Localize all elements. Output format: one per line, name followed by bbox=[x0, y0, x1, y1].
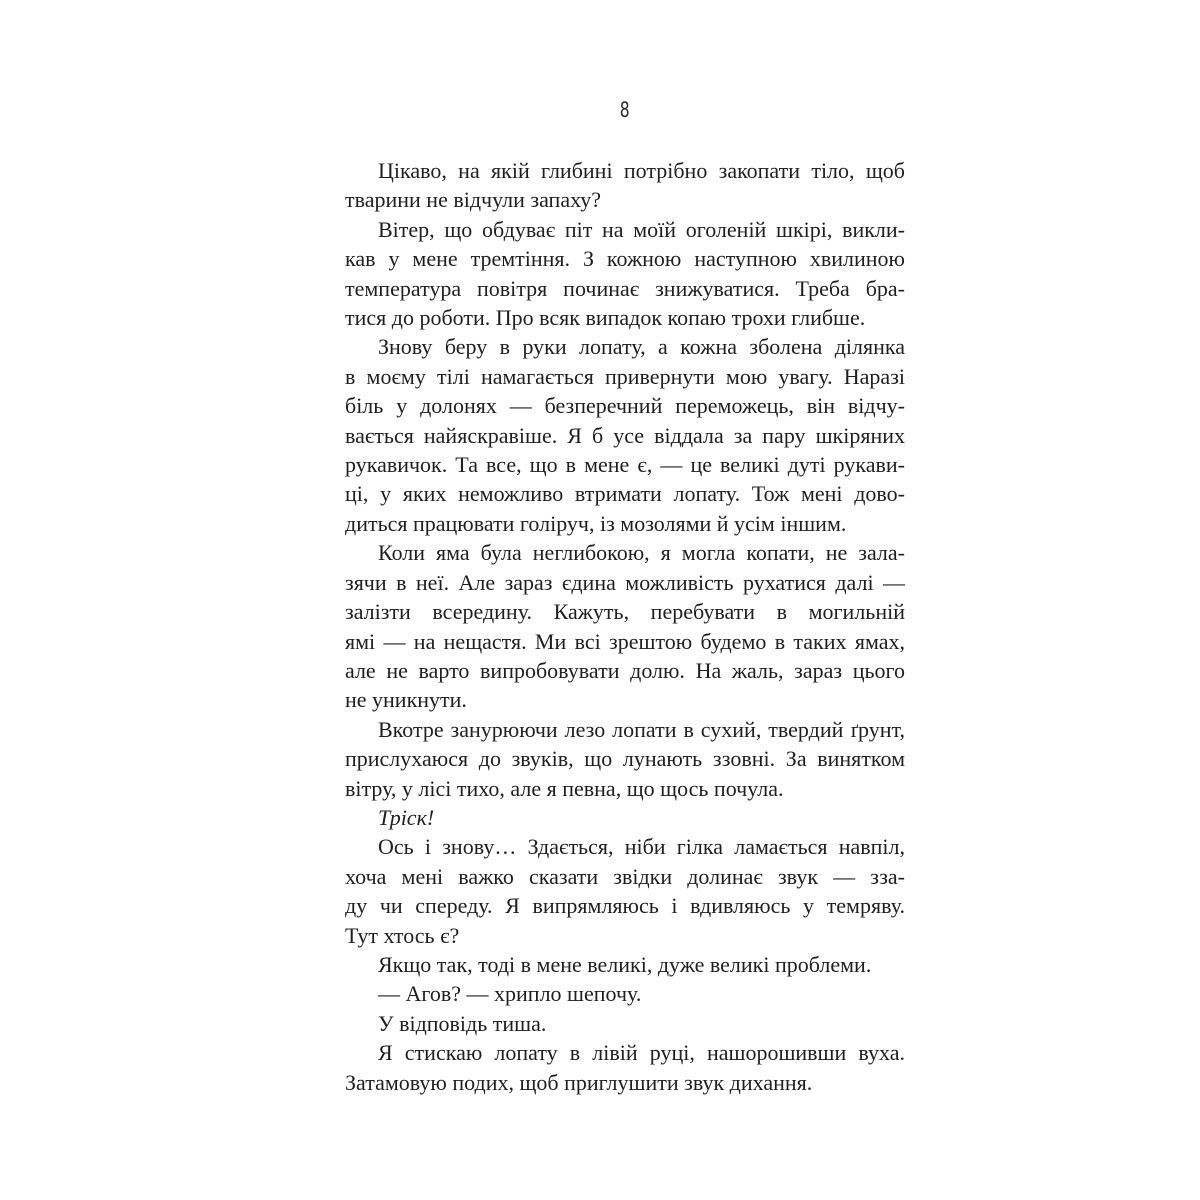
text-line: вається найяскравіше. Я б усе віддала за пару шкіряних bbox=[345, 422, 905, 448]
text-line: ду чи спереду. Я випрямляюсь і вдивляюсь у темряву. bbox=[345, 893, 905, 919]
text-line: залізти всередину. Кажуть, перебувати в могильній bbox=[345, 599, 905, 625]
text-line: ці, у яких неможливо втримати лопату. Тож мені дово- bbox=[345, 481, 905, 507]
text-line: Якщо так, тоді в мене великі, дуже великі проблеми. bbox=[378, 951, 872, 977]
paragraph bbox=[345, 332, 905, 538]
text-line: диться працювати голіруч, із мозолями й усім іншим. bbox=[345, 510, 847, 536]
text-line: тварини не відчули запаху? bbox=[345, 187, 602, 213]
paragraph bbox=[345, 1009, 905, 1038]
text-line: але не варто випробовувати долю. На жаль, зараз цього bbox=[345, 657, 905, 683]
text-line: не уникнути. bbox=[345, 687, 467, 713]
paragraph bbox=[345, 538, 905, 714]
text-line: зячи в неї. Але зараз єдина можливість рухатися далі — bbox=[345, 569, 905, 595]
paragraph bbox=[345, 1038, 905, 1097]
text-line: Ось і знову… Здається, ніби гілка ламається навпіл, bbox=[378, 834, 905, 860]
page-number-digit: 8 bbox=[620, 98, 630, 122]
text-line: тися до роботи. Про всяк випадок копаю трохи глибше. bbox=[345, 305, 866, 331]
paragraph bbox=[345, 156, 905, 215]
text-line: в моєму тілі намагається привернути мою увагу. Наразі bbox=[345, 363, 905, 389]
text-line: — Агов? — хрипло шепочу. bbox=[378, 981, 642, 1007]
text-line: Тут хтось є? bbox=[345, 922, 460, 948]
text-line: Коли яма була неглибокою, я могла копати, не зала- bbox=[378, 540, 905, 566]
text-line: рукавичок. Та все, що в мене є, — це великі дуті рукави- bbox=[345, 452, 905, 478]
text-line: вітру, у лісі тихо, але я певна, що щось почула. bbox=[345, 775, 784, 801]
text-line: прислухаюся до звуків, що лунають ззовні. За винятком bbox=[345, 746, 905, 772]
paragraph bbox=[345, 215, 905, 333]
paragraph bbox=[345, 979, 905, 1008]
text-line: Я стискаю лопату в лівій руці, нашорошивши вуха. bbox=[378, 1040, 905, 1066]
text-line: Вкотре занурюючи лезо лопати в сухий, твердий ґрунт, bbox=[378, 716, 905, 742]
page-number bbox=[345, 98, 905, 122]
text-line: Вітер, що обдуває піт на моїй оголеній шкірі, викли- bbox=[378, 216, 905, 242]
page-text bbox=[345, 156, 905, 1097]
text-line: хоча мені важко сказати звідки долинає звук — зза- bbox=[345, 863, 905, 889]
text-line: біль у долонях — безперечний переможець, він відчу- bbox=[345, 393, 905, 419]
text-line: кав у мене тремтіння. З кожною наступною хвилиною bbox=[345, 246, 905, 272]
text-line: У відповідь тиша. bbox=[378, 1010, 547, 1036]
text-line: температура повітря починає знижуватися. Треба бра- bbox=[345, 275, 905, 301]
text-line: Затамовую подих, щоб приглушити звук дихання. bbox=[345, 1069, 813, 1095]
paragraph bbox=[345, 950, 905, 979]
text-line: ямі — на нещастя. Ми всі зрештою будемо в таких ямах, bbox=[345, 628, 905, 654]
paragraph bbox=[345, 832, 905, 950]
text-line: Цікаво, на якій глибині потрібно закопати тіло, щоб bbox=[378, 158, 905, 183]
paragraph bbox=[345, 715, 905, 803]
text-line: Знову беру в руки лопату, а кожна зболена ділянка bbox=[378, 334, 905, 360]
text-line: Тріск! bbox=[378, 804, 435, 830]
paragraph bbox=[345, 803, 905, 832]
